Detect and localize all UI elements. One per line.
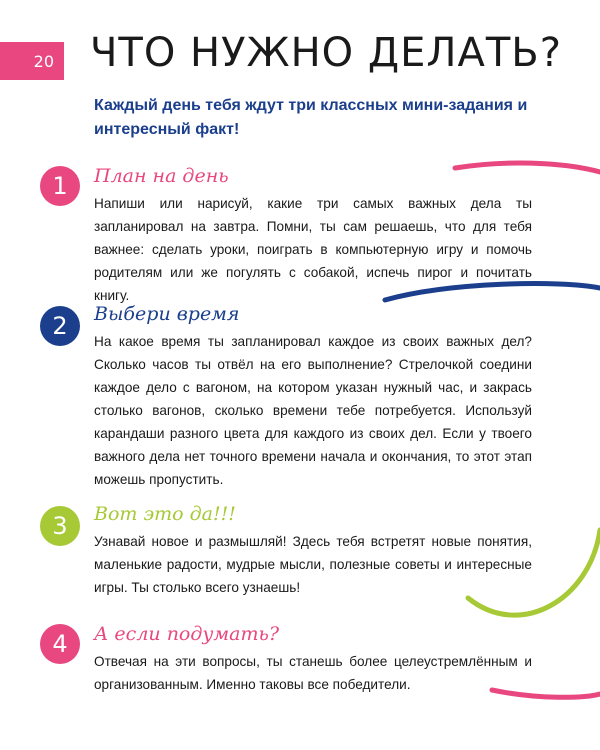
page-number: 20: [33, 51, 54, 71]
section-number: 4: [52, 630, 68, 658]
section-number-badge: [40, 624, 80, 664]
section-title: План на день: [94, 165, 229, 187]
page-subtitle: Каждый день тебя ждут три классных мини-задания и интересный факт!: [94, 97, 528, 138]
section-number-badge: [40, 506, 80, 546]
pink-swoosh-top: [455, 163, 600, 172]
section-number: 1: [52, 172, 68, 200]
page-title: ЧТО НУЖНО ДЕЛАТЬ?: [90, 30, 562, 76]
page-number-badge: [0, 42, 64, 80]
section-number-badge: [40, 306, 80, 346]
section-text: Отвечая на эти вопросы, ты станешь более целеустремлённым и организованным. Именно таковы все победители.: [94, 654, 532, 692]
section-number-badge: [40, 166, 80, 206]
section-number: 3: [52, 512, 68, 540]
section-text: Узнавай новое и размышляй! Здесь тебя встретят новые понятия, маленькие радости, мудрые мысли, полезные советы и интересные игры. Ты столько всего узнаешь!: [94, 534, 532, 595]
section-title: Вот это да!!!: [94, 503, 236, 525]
section-title: А если подумать?: [94, 623, 280, 645]
section-number: 2: [52, 312, 68, 340]
section-text: На какое время ты запланировал каждое из своих важных дел? Сколько часов ты отвёл на его выполнение? Стрелочкой соедини каждое дело с вагоном, на котором указан нужный час, и закрась столько вагонов, сколько времени тебе потребуется. Используй карандаши разного цвета для каждого из своих дел. Если у твоего важного дела нет точного времени начала и окончания, то этот этап можешь пропустить.: [94, 334, 532, 487]
section-text: Напиши или нарисуй, какие три самых важных дела ты запланировал на завтра. Помни, ты сам решаешь, что для тебя важнее: сделать уроки, поиграть в компьютерную игру и помочь родителям или же погулять с собакой, испечь пирог и почитать книгу.: [94, 196, 532, 303]
section-title: Выбери время: [94, 303, 240, 325]
